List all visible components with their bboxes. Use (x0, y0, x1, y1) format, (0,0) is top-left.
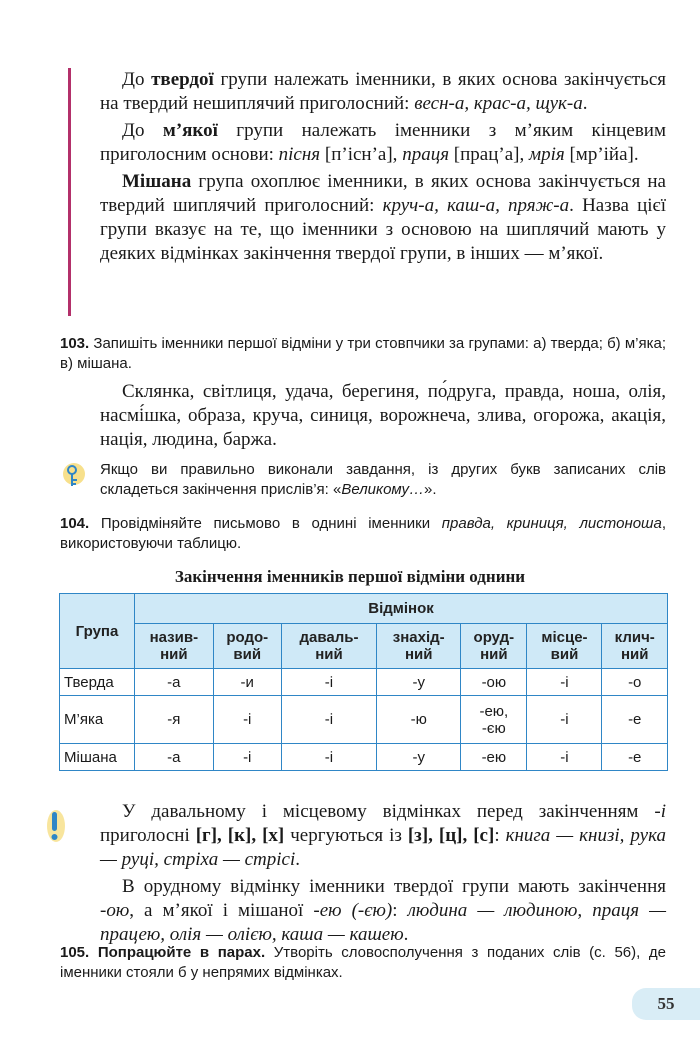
rule-box-bar (68, 68, 71, 316)
ending-cell: -ю (377, 696, 461, 744)
case-name-2 (213, 624, 281, 669)
table-row (60, 669, 668, 696)
case-name-part: родо- (226, 629, 269, 646)
exclamation-icon (44, 808, 66, 849)
ending-cell: -і (281, 696, 376, 744)
case-name-part: даваль- (299, 629, 359, 646)
exercise-number: 103. (60, 335, 90, 352)
ending-cell: -а (135, 669, 214, 696)
endings-table (59, 593, 668, 771)
ending-cell: -і (281, 744, 376, 771)
note-p2: В орудному відмінку іменники твердої групи мають закінчення -ою, а м’якої і мішаної -ею (-єю): людина — людиною, праця — працею, олія — олією, каша — кашею. (100, 876, 666, 945)
ending-cell: -і (527, 744, 602, 771)
ending-cell: -і (213, 696, 281, 744)
table-body (60, 669, 668, 771)
ending-cell: -у (377, 669, 461, 696)
table-title: Закінчення іменників першої відміни однини (174, 567, 526, 586)
note-alternation (100, 800, 666, 950)
group-name: Тверда (60, 669, 135, 696)
ending-cell: -а (135, 744, 214, 771)
case-name-1 (135, 624, 214, 669)
case-name-part: оруд- (473, 629, 515, 646)
group-header: Група (60, 594, 135, 669)
case-name-part: ний (620, 646, 649, 663)
ending-cell: -е (602, 696, 668, 744)
key-note: Якщо ви правильно виконали завдання, із других букв записаних слів складеться закінчення прислів’я: «Великому…». (100, 461, 666, 498)
case-name-part: вий (550, 646, 579, 663)
case-name-6 (527, 624, 602, 669)
case-name-part: місце- (541, 629, 588, 646)
ending-cell: -і (527, 696, 602, 744)
exercise-103-words: Склянка, світлиця, удача, берегиня, по́друга, правда, ноша, олія, насмі́шка, образа, круча, синиця, ворожнеча, злива, огорожа, акація, нація, людина, баржа. (100, 381, 666, 450)
rule-mixed-group: Мішана група охоплює іменники, в яких основа закінчується на твердий шиплячий приголосний: круч-а, каш-а, пряж-а. Назва цієї групи вказує на те, що іменники з основою на шиплячий мають у деяких відмінках закінчення твердої групи, в інших — м’якої. (100, 171, 666, 264)
note-p1: У давальному і місцевому відмінках перед закінченням -і приголосні [г], [к], [х] чергуються із [з], [ц], [с]: книга — книзі, рука — руці, стріха — стрісі. (100, 801, 666, 870)
ending-cell: -ою (461, 669, 527, 696)
case-name-part: знахід- (392, 629, 445, 646)
case-name-5 (461, 624, 527, 669)
ending-cell: -я (135, 696, 214, 744)
case-name-7 (602, 624, 668, 669)
case-names-row (60, 624, 668, 669)
exercise-number: 105. (60, 944, 90, 961)
case-name-part: ний (404, 646, 433, 663)
case-name-part: клич- (614, 629, 655, 646)
case-name-part: назив- (149, 629, 199, 646)
ending-cell: -е (602, 744, 668, 771)
exercise-105-task: 105. Попрацюйте в парах. Утворіть словосполучення з поданих слів (с. 56), де іменники стояли б у непрямих відмінках. (60, 944, 666, 981)
case-name-part: ний (160, 646, 188, 663)
ending-cell: -і (281, 669, 376, 696)
group-name: М’яка (60, 696, 135, 744)
rule-box (100, 68, 666, 269)
group-name: Мішана (60, 744, 135, 771)
ending-cell: -ею, -єю (461, 696, 527, 744)
case-name-part: ний (480, 646, 508, 663)
case-name-3 (281, 624, 376, 669)
rule-soft-group: До м’якої групи належать іменники з м’яким кінцевим приголосним основи: пісня [п’існ’а], праця [прац’а], мрія [мр’ійа]. (100, 120, 666, 165)
case-name-4 (377, 624, 461, 669)
case-name-part: вий (233, 646, 262, 663)
table-row (60, 696, 668, 744)
case-name-part: ний (315, 646, 343, 663)
page-number: 55 (632, 988, 700, 1020)
case-header: Відмінок (135, 594, 668, 624)
ending-cell: -у (377, 744, 461, 771)
exercise-104-task: 104. Провідміняйте письмово в однині іменники правда, криниця, листоноша, використовуючи таблицю. (60, 515, 667, 552)
ending-cell: -ею (461, 744, 527, 771)
exercise-number: 104. (60, 515, 90, 532)
ending-cell: -и (213, 669, 281, 696)
table-row (60, 744, 668, 771)
ending-cell: -о (602, 669, 668, 696)
ending-cell: -і (213, 744, 281, 771)
exercise-103-task: 103. Запишіть іменники першої відміни у три стовпчики за групами: а) тверда; б) м’яка; в) мішана. (60, 335, 667, 372)
rule-hard-group: До твердої групи належать іменники, в яких основа закінчується на твердий нешиплячий приголосний: весн-а, крас-а, щук-а. (100, 69, 666, 114)
key-icon (62, 462, 86, 497)
ending-cell: -і (527, 669, 602, 696)
